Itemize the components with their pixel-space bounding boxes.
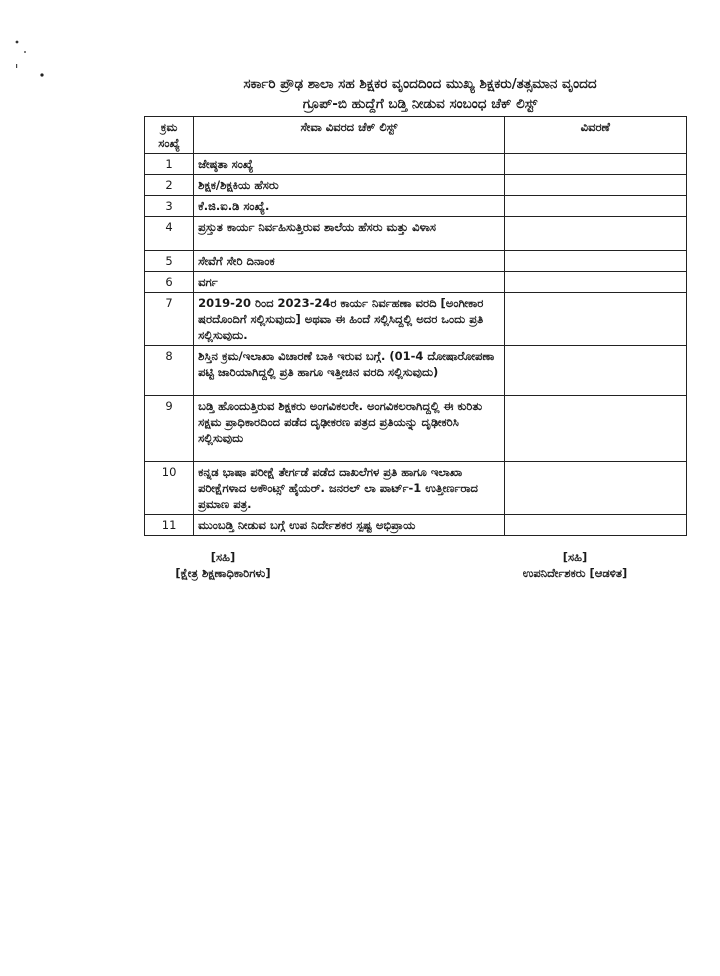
row-serial-no: 7 xyxy=(145,293,194,346)
header-checklist-item: ಸೇವಾ ವಿವರದ ಚೆಕ್ ಲಿಸ್ಟ್ xyxy=(194,117,504,154)
signature-block-deputy-director xyxy=(505,549,645,581)
signatory-title: ಉಪನಿರ್ದೇಶಕರು [ಆಡಳಿತ] xyxy=(522,566,628,580)
signatory-title: [ಕ್ಷೇತ್ರ ಶಿಕ್ಷಣಾಧಿಕಾರಿಗಳು] xyxy=(175,566,271,580)
row-details-cell xyxy=(504,175,686,196)
table-row xyxy=(145,462,687,515)
row-serial-no: 5 xyxy=(145,251,194,272)
document-title-line-2: ಗ್ರೂಪ್-ಬಿ ಹುದ್ದೆಗೆ ಬಡ್ತಿ ನೀಡುವ ಸಂಬಂಧ ಚೆಕ್ ಲಿಸ್ಟ್ xyxy=(302,96,538,112)
row-checklist-item: 2019-20 ರಿಂದ 2023-24ರ ಕಾರ್ಯ ನಿರ್ವಹಣಾ ವರದಿ [ಅಂಗೀಕಾರ ಷರದೊಂದಿಗೆ ಸಲ್ಲಿಸುವುದು] ಅಥವಾ ಈ ಹಿಂದೆ ಸಲ್ಲಿಸಿದ್ದಲ್ಲಿ ಅದರ ಒಂದು ಪ್ರತಿ ಸಲ್ಲಿಸುವುದು. xyxy=(194,293,504,346)
row-serial-no: 1 xyxy=(145,154,194,175)
row-details-cell xyxy=(504,515,686,536)
header-row xyxy=(145,117,687,154)
row-checklist-item: ಜೇಷ್ಠತಾ ಸಂಖ್ಯೆ xyxy=(194,154,504,175)
row-details-cell xyxy=(504,272,686,293)
row-checklist-item: ಕನ್ನಡ ಭಾಷಾ ಪರೀಕ್ಷೆ ತೇರ್ಗಡೆ ಪಡೆದ ದಾಖಲೆಗಳ ಪ್ರತಿ ಹಾಗೂ ಇಲಾಖಾ ಪರೀಕ್ಷೆಗಳಾದ ಅಕೌಂಟ್ಸ್ ಹೈಯರ್. ಜನರಲ್ ಲಾ ಪಾರ್ಟ್-1 ಉತ್ತೀರ್ಣರಾದ ಪ್ರಮಾಣ ಪತ್ರ. xyxy=(194,462,504,515)
document-title-line-1: ಸರ್ಕಾರಿ ಪ್ರೌಢ ಶಾಲಾ ಸಹ ಶಿಕ್ಷಕರ ವೃಂದದಿಂದ ಮುಖ್ಯ ಶಿಕ್ಷಕರು/ತತ್ಸಮಾನ ವೃಂದದ xyxy=(243,76,597,92)
row-details-cell xyxy=(504,196,686,217)
table-row xyxy=(145,196,687,217)
row-serial-no: 6 xyxy=(145,272,194,293)
row-serial-no: 2 xyxy=(145,175,194,196)
table-row xyxy=(145,251,687,272)
row-serial-no: 4 xyxy=(145,217,194,251)
row-details-cell xyxy=(504,217,686,251)
row-details-cell xyxy=(504,293,686,346)
row-checklist-item: ಶಿಕ್ಷಕ/ಶಿಕ್ಷಕಿಯ ಹೆಸರು xyxy=(194,175,504,196)
table-row xyxy=(145,217,687,251)
row-details-cell xyxy=(504,251,686,272)
row-checklist-item: ಬಡ್ತಿ ಹೊಂದುತ್ತಿರುವ ಶಿಕ್ಷಕರು ಅಂಗವಿಕಲರೇ. ಅಂಗವಿಕಲರಾಗಿದ್ದಲ್ಲಿ ಈ ಕುರಿತು ಸಕ್ಷಮ ಪ್ರಾಧಿಕಾರದಿಂದ ಪಡೆದ ದೃಢೀಕರಣ ಪತ್ರದ ಪ್ರತಿಯನ್ನು ದೃಢೀಕರಿಸಿ ಸಲ್ಲಿಸುವುದು xyxy=(194,396,504,462)
signature-placeholder: [ಸಹಿ] xyxy=(562,550,588,564)
signature-placeholder: [ಸಹಿ] xyxy=(210,550,236,564)
table-row xyxy=(145,293,687,346)
header-serial-no: ಕ್ರಮ ಸಂಖ್ಯೆ xyxy=(145,117,194,154)
table-row xyxy=(145,346,687,396)
row-checklist-item: ಕೆ.ಜಿ.ಐ.ಡಿ ಸಂಖ್ಯೆ. xyxy=(194,196,504,217)
header-details: ವಿವರಣೆ xyxy=(504,117,686,154)
row-details-cell xyxy=(504,346,686,396)
row-details-cell xyxy=(504,462,686,515)
row-serial-no: 3 xyxy=(145,196,194,217)
row-details-cell xyxy=(504,396,686,462)
table-row xyxy=(145,154,687,175)
table-row xyxy=(145,515,687,536)
checklist-table xyxy=(144,116,687,536)
row-serial-no: 10 xyxy=(145,462,194,515)
signature-block-block-education-officer xyxy=(158,549,288,581)
checklist-body xyxy=(145,154,687,536)
table-row xyxy=(145,272,687,293)
row-checklist-item: ವರ್ಗ xyxy=(194,272,504,293)
scan-specks xyxy=(0,0,60,90)
row-serial-no: 11 xyxy=(145,515,194,536)
row-details-cell xyxy=(504,154,686,175)
row-checklist-item: ಶಿಸ್ತಿನ ಕ್ರಮ/ಇಲಾಖಾ ವಿಚಾರಣೆ ಬಾಕಿ ಇರುವ ಬಗ್ಗೆ. (01-4 ದೋಷಾರೋಪಣಾ ಪಟ್ಟಿ ಜಾರಿಯಾಗಿದ್ದಲ್ಲಿ ಪ್ರತಿ ಹಾಗೂ ಇತ್ತೀಚಿನ ವರದಿ ಸಲ್ಲಿಸುವುದು) xyxy=(194,346,504,396)
table-row xyxy=(145,175,687,196)
row-serial-no: 8 xyxy=(145,346,194,396)
row-checklist-item: ಮುಂಬಡ್ತಿ ನೀಡುವ ಬಗ್ಗೆ ಉಪ ನಿರ್ದೇಶಕರ ಸ್ಪಷ್ಟ ಅಭಿಪ್ರಾಯ xyxy=(194,515,504,536)
row-serial-no: 9 xyxy=(145,396,194,462)
table-row xyxy=(145,396,687,462)
row-checklist-item: ಪ್ರಸ್ತುತ ಕಾರ್ಯ ನಿರ್ವಹಿಸುತ್ತಿರುವ ಶಾಲೆಯ ಹೆಸರು ಮತ್ತು ವಿಳಾಸ xyxy=(194,217,504,251)
row-checklist-item: ಸೇವೆಗೆ ಸೇರಿ ದಿನಾಂಕ xyxy=(194,251,504,272)
